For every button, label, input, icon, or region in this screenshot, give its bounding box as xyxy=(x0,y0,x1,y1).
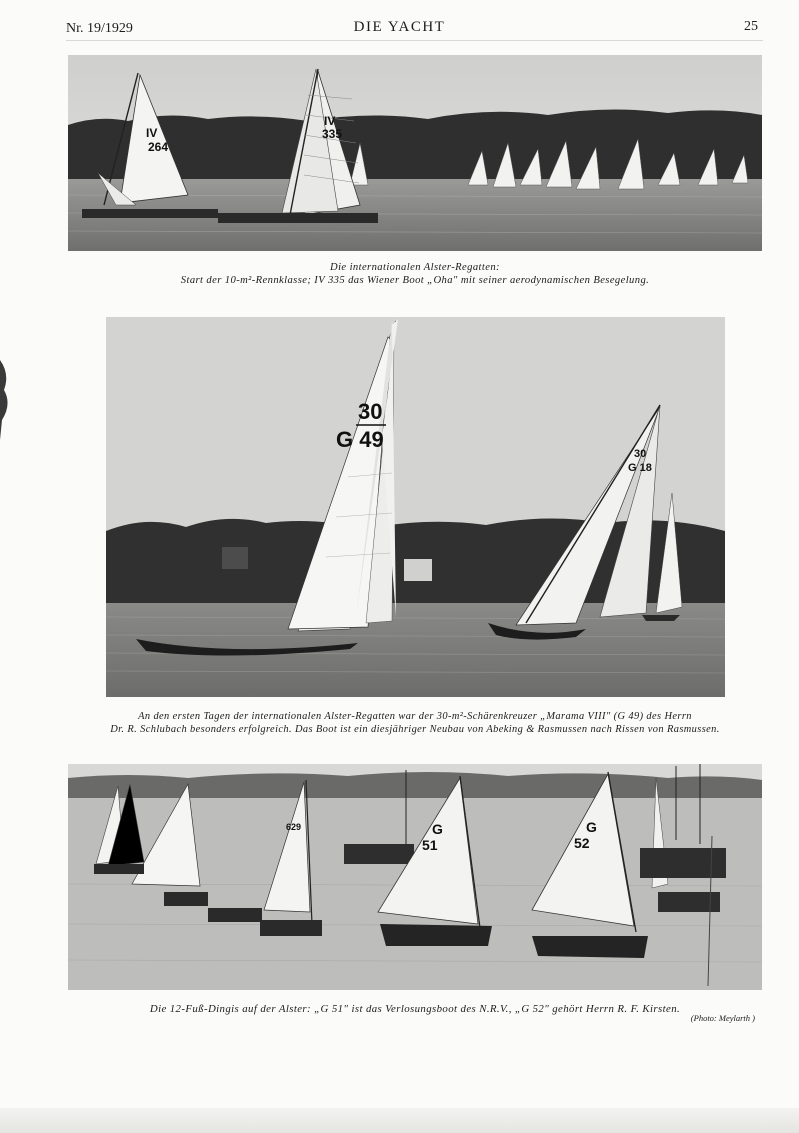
sail-number-51: 51 xyxy=(422,837,438,853)
sail-number-264: 264 xyxy=(148,140,169,154)
sail-number-g18: G 18 xyxy=(628,462,652,474)
page-bottom-edge xyxy=(0,1108,799,1133)
sail-number-g52-letter: G xyxy=(586,819,597,835)
sail-number-g51-letter: G xyxy=(432,821,443,837)
sail-number-52: 52 xyxy=(574,835,590,851)
magazine-title: DIE YACHT xyxy=(353,19,446,35)
caption-middle-line2: Dr. R. Schlubach besonders erfolgreich. Das Boot ist ein diesjähriger Neubau von Abeking & Rasmussen nach Rissen von Rasmussen. xyxy=(110,724,720,735)
header-rule xyxy=(66,40,763,41)
issue-number: Nr. 19/1929 xyxy=(66,21,133,36)
sail-number-335: 335 xyxy=(322,127,343,141)
photo-12-fuss-dingis xyxy=(68,764,762,990)
caption-top-line2: Start der 10-m²-Rennklasse; IV 335 das Wiener Boot „Oha" mit seiner aerodynamischen Besegelung. xyxy=(180,275,650,286)
caption-bottom: Die 12-Fuß-Dingis auf der Alster: „G 51" ist das Verlosungsboot des N.R.V., „G 52" gehört Herrn R. F. Kirsten. xyxy=(149,1003,681,1015)
photo-marama-viii xyxy=(106,317,725,697)
caption-top xyxy=(68,261,762,287)
binding-mark xyxy=(0,360,12,440)
caption-middle-line1: An den ersten Tagen der internationalen Alster-Regatten war der 30-m²-Schärenkreuzer „Marama VIII" (G 49) des Herrn xyxy=(138,711,692,722)
sail-number-30: 30 xyxy=(358,399,383,424)
page-number: 25 xyxy=(744,19,758,34)
sail-number-30-b: 30 xyxy=(634,448,647,460)
sail-number-iv-top-2: IV xyxy=(324,114,336,128)
caption-middle xyxy=(66,710,764,736)
photo-credit: (Photo: Meylarth ) xyxy=(690,1013,755,1023)
caption-top-line1: Die internationalen Alster-Regatten: xyxy=(330,262,500,273)
sail-number-629: 629 xyxy=(286,822,302,832)
photo-10m-rennklasse-start xyxy=(68,55,762,251)
sail-number-g49: G 49 xyxy=(336,427,384,452)
sail-number-iv-top: IV xyxy=(146,126,158,140)
